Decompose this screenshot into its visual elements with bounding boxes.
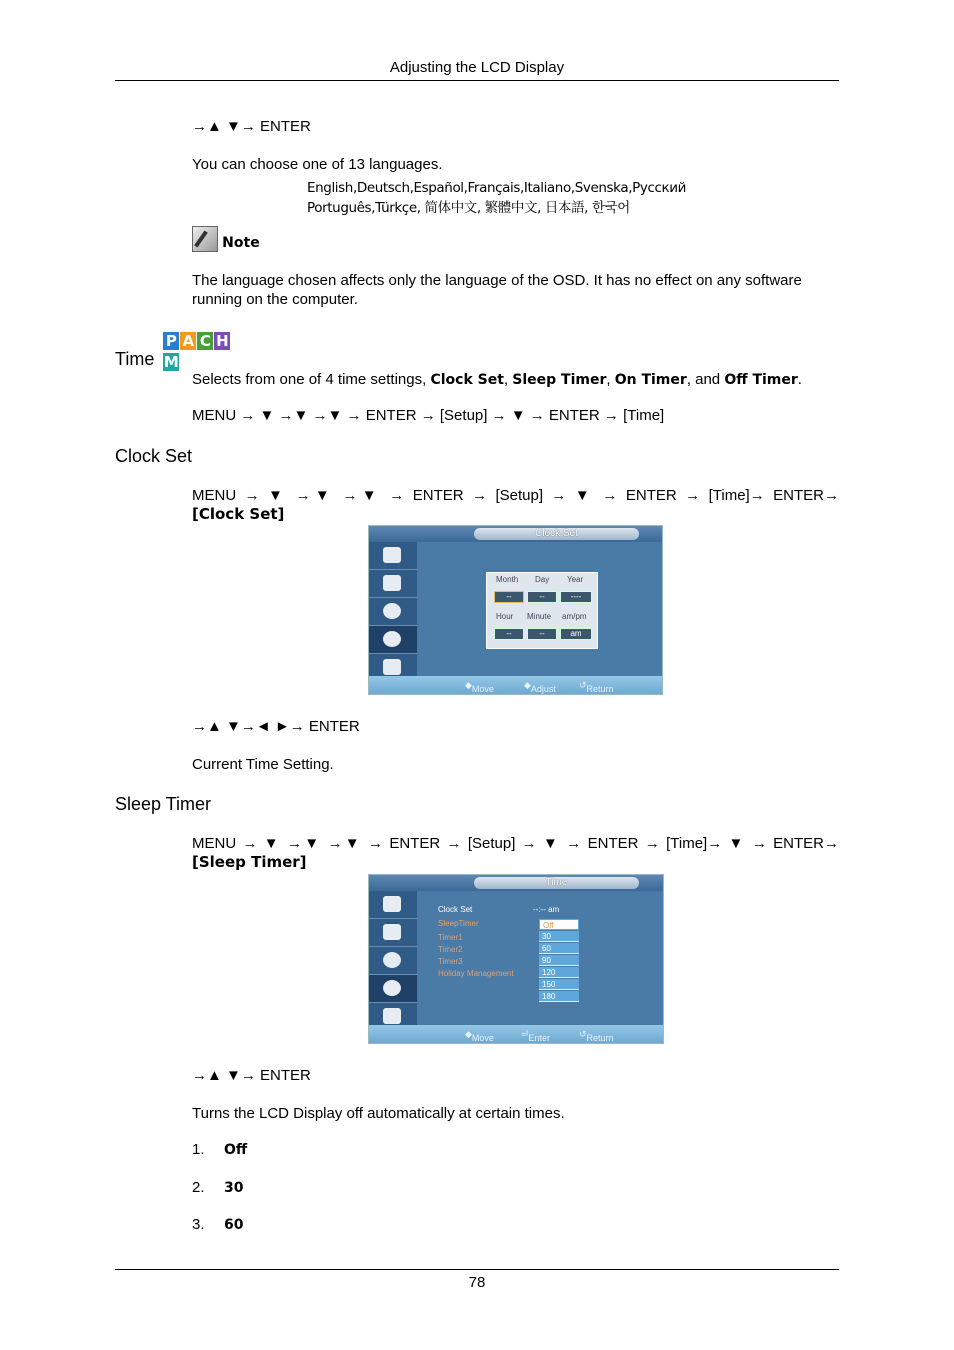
setup-gear-icon [369, 975, 417, 1003]
menu-holiday-management: Holiday Management [438, 969, 514, 978]
time-desc-and: and [695, 371, 721, 388]
day-field: -- [527, 591, 557, 603]
footer-adjust-label: Adjust [530, 684, 556, 694]
list-value: Off [224, 1142, 248, 1158]
language-intro: You can choose one of 13 languages. [192, 156, 443, 173]
screen-icon [369, 570, 417, 598]
clock-set-desc: Current Time Setting. [192, 756, 334, 773]
option-30: 30 [539, 931, 579, 942]
list-item [192, 1179, 244, 1196]
time-heading [115, 330, 247, 370]
running-header: Adjusting the LCD Display [389, 59, 565, 76]
header-rule [115, 80, 839, 81]
badge-m: M [163, 353, 179, 371]
clock-panel [486, 572, 598, 649]
month-field: -- [494, 591, 524, 603]
minute-field: -- [527, 628, 557, 640]
list-value: 30 [224, 1180, 244, 1196]
footer-move: ◆ Move [465, 1029, 494, 1043]
osd-title: Time [474, 877, 639, 889]
option-90: 90 [539, 955, 579, 966]
label-ampm: am/pm [562, 612, 587, 621]
menu-timer1: Timer1 [438, 933, 463, 942]
option-120: 120 [539, 967, 579, 978]
clock-set-path-line1: MENU → ▼ →▼ →▼ → ENTER → [Setup] → ▼ → ENTER → [Time]→ ENTER→ [192, 487, 839, 504]
footer-return: ↺ Return [579, 1029, 614, 1043]
osd-sidebar [369, 542, 417, 680]
footer-return: ↺ Return [579, 680, 614, 694]
time-menu-path: MENU → ▼ →▼ →▼ → ENTER → [Setup] → ▼ → ENTER → [Time] [192, 407, 665, 424]
osd-sidebar [369, 891, 417, 1029]
footer-rule [115, 1269, 839, 1270]
mode-badge [163, 330, 247, 371]
footer-return-label: Return [586, 684, 614, 694]
list-item [192, 1141, 248, 1158]
note [192, 226, 260, 252]
clock-value: --:-- am [533, 905, 560, 914]
setting-sleep-timer: Sleep Timer [512, 372, 607, 388]
note-icon [192, 226, 218, 252]
time-desc-prefix: Selects from one of 4 time settings, [192, 371, 431, 388]
label-day: Day [535, 575, 550, 584]
clock-set-heading: Clock Set [115, 446, 193, 466]
sleep-timer-nav: →▲ ▼→ ENTER [192, 1067, 311, 1084]
option-180: 180 [539, 991, 579, 1002]
hour-field: -- [494, 628, 524, 640]
list-item [192, 1216, 244, 1233]
language-list-line2: Português,Türkçe, 简体中文, 繁體中文, 日本語, 한국어 [307, 200, 630, 216]
note-text: The language chosen affects only the language of the OSD. It has no effect on any software running on the computer. [192, 272, 802, 308]
option-60: 60 [539, 943, 579, 954]
ampm-field: am [560, 628, 592, 640]
footer-return-label: Return [586, 1033, 614, 1043]
menu-clock-set: Clock Set [438, 905, 473, 914]
list-value: 60 [224, 1217, 244, 1233]
screen-icon [369, 919, 417, 947]
sleep-timer-desc: Turns the LCD Display off automatically at certain times. [192, 1105, 565, 1122]
picture-icon [369, 891, 417, 919]
time-description: Selects from one of 4 time settings, Clock Set, Sleep Timer, On Timer, and Off Timer. [192, 371, 802, 388]
menu-sleep-timer: SleepTimer [438, 919, 479, 928]
badge-a: A [180, 332, 196, 350]
setting-on-timer: On Timer [614, 372, 687, 388]
sleep-timer-osd-screenshot [368, 874, 664, 1044]
page-number: 78 [468, 1274, 486, 1291]
osd-footer [369, 676, 662, 694]
sound-icon [369, 947, 417, 975]
language-nav: →▲ ▼→ ENTER [192, 118, 311, 135]
setting-off-timer: Off Timer [724, 372, 798, 388]
footer-move: ◆ Move [465, 680, 494, 694]
sound-icon [369, 598, 417, 626]
label-year: Year [567, 575, 584, 584]
year-field: ---- [560, 591, 592, 603]
time-heading-text: Time [115, 349, 155, 369]
picture-icon [369, 542, 417, 570]
badge-h: H [216, 332, 229, 350]
sleep-timer-path-line2: [Sleep Timer] [192, 853, 307, 871]
clock-set-osd-screenshot [368, 525, 663, 695]
setup-gear-icon [369, 626, 417, 654]
osd-footer [369, 1025, 663, 1043]
footer-adjust: ◆ Adjust [524, 680, 556, 694]
menu-timer3: Timer3 [438, 957, 463, 966]
language-list-line1: English,Deutsch,Español,Français,Italiano,Svenska,Русский [307, 180, 686, 196]
setting-clock-set: Clock Set [430, 372, 504, 388]
list-number: 3. [192, 1216, 205, 1233]
option-150: 150 [539, 979, 579, 990]
footer-enter-label: Enter [528, 1033, 551, 1043]
menu-timer2: Timer2 [438, 945, 463, 954]
footer-move-label: Move [471, 1033, 494, 1043]
sleep-timer-heading: Sleep Timer [115, 794, 212, 814]
label-month: Month [496, 575, 519, 584]
badge-p: P [163, 332, 179, 350]
sleep-timer-path-line1: MENU → ▼ →▼ →▼ → ENTER → [Setup] → ▼ → ENTER → [Time]→ ▼ → ENTER→ [192, 835, 839, 852]
note-label: Note [222, 235, 260, 251]
footer-enter: ⏎ Enter [521, 1029, 551, 1043]
badge-c: C [197, 332, 213, 350]
clock-set-nav: →▲ ▼→◄ ►→ ENTER [192, 718, 360, 735]
label-hour: Hour [496, 612, 514, 621]
list-number: 1. [192, 1141, 205, 1158]
footer-move-label: Move [471, 684, 494, 694]
osd-title: Clock Set [474, 528, 639, 540]
clock-set-path-line2: [Clock Set] [192, 505, 285, 523]
label-minute: Minute [527, 612, 552, 621]
option-off: Off [539, 919, 579, 930]
list-number: 2. [192, 1179, 205, 1196]
